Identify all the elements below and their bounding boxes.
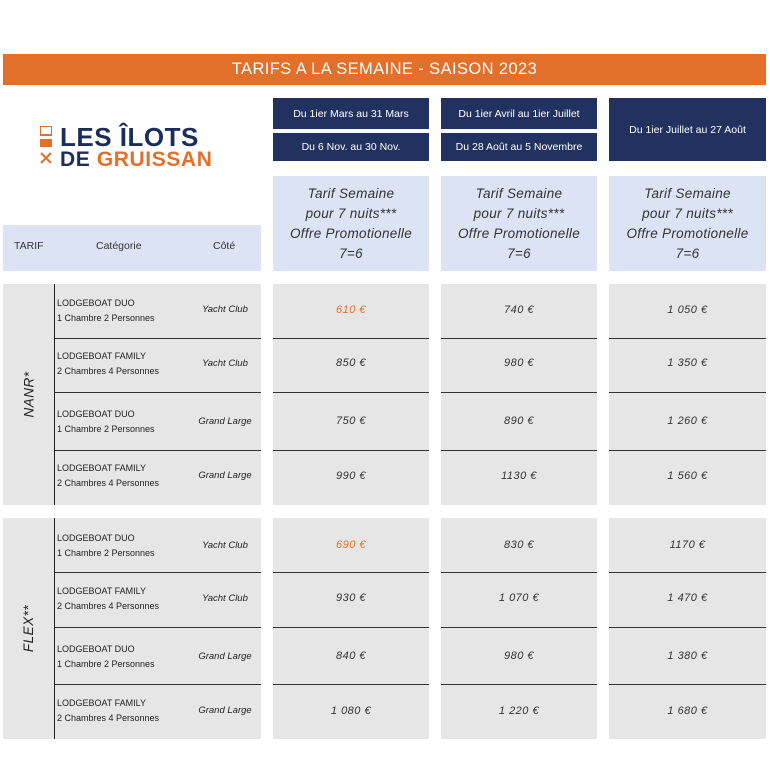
row-side: Grand Large [198,651,252,662]
row-separator [273,450,429,451]
price-cell: 890 € [503,415,535,427]
period-1-line-1: Du 1ier Mars au 31 Mars [273,98,429,129]
row-separator [609,627,766,628]
row-side: Yacht Club [202,540,248,551]
price-cell: 1 470 € [667,592,708,604]
row-separator [609,572,766,573]
column-header [3,225,261,271]
price-cell: 1 680 € [667,705,708,717]
logo [40,120,230,176]
row-separator [441,627,597,628]
price-cell: 980 € [503,357,535,369]
row-separator [609,450,766,451]
price-cell: 1 070 € [498,592,540,604]
group-divider [54,518,55,739]
period-3: Du 1ier Juillet au 27 Août [609,98,766,161]
price-cell: 740 € [503,304,535,316]
price-cell: 1 080 € [330,705,372,717]
row-separator [55,627,261,628]
row-separator [441,392,597,393]
row-separator [273,627,429,628]
row-category: LODGEBOAT DUO 1 Chambre 2 Personnes [57,409,155,434]
tarif-box-3: Tarif Semaine pour 7 nuits*** Offre Promotionelle 7=6 [609,176,766,271]
price-cell: 1 350 € [667,357,708,369]
tarif-box-2: Tarif Semaine pour 7 nuits*** Offre Promotionelle 7=6 [441,176,597,271]
row-category: LODGEBOAT FAMILY 2 Chambres 4 Personnes [57,586,160,611]
price-cell: 750 € [335,415,367,427]
col-categorie: Catégorie [96,240,142,252]
row-separator [609,392,766,393]
row-separator [55,338,261,339]
price-cell: 690 € [335,539,367,551]
row-separator [609,684,766,685]
row-category: LODGEBOAT DUO 1 Chambre 2 Personnes [57,298,155,323]
row-separator [273,338,429,339]
row-side: Yacht Club [202,593,248,604]
price-cell: 850 € [335,357,367,369]
price-cell: 1 380 € [667,650,708,662]
price-cell: 1130 € [501,470,537,482]
row-separator [55,450,261,451]
row-separator [273,572,429,573]
col-cote: Côté [213,240,236,252]
price-cell: 1 220 € [498,705,540,717]
logo-line2: DE GRUISSAN [60,148,213,171]
col-tarif: TARIF [14,240,44,252]
price-cell: 1 260 € [667,415,708,427]
group-divider [54,284,55,505]
row-separator [441,338,597,339]
row-separator [441,572,597,573]
row-side: Grand Large [198,416,252,427]
price-cell: 610 € [335,304,367,316]
row-category: LODGEBOAT FAMILY 2 Chambres 4 Personnes [57,351,160,376]
row-separator [55,572,261,573]
group-label-flex: FLEX** [21,604,37,653]
group-label-nanr: NANR* [21,371,37,418]
price-cell: 1 050 € [667,304,708,316]
season-banner: TARIFS A LA SEMAINE - SAISON 2023 [3,54,766,85]
logo-line1: LES ÎLOTS [60,122,199,152]
logo-mark-icon [40,126,52,164]
row-separator [609,338,766,339]
row-category: LODGEBOAT DUO 1 Chambre 2 Personnes [57,533,155,558]
row-side: Grand Large [198,705,252,716]
price-cell: 830 € [503,539,535,551]
row-separator [441,684,597,685]
price-cell: 980 € [503,650,535,662]
row-category: LODGEBOAT FAMILY 2 Chambres 4 Personnes [57,463,160,488]
row-separator [273,684,429,685]
price-cell: 930 € [335,592,367,604]
price-cell: 1 560 € [667,470,708,482]
price-cell: 840 € [335,650,367,662]
price-cell: 1170 € [669,539,706,551]
row-side: Yacht Club [202,304,248,315]
tarif-box-1: Tarif Semaine pour 7 nuits*** Offre Promotionelle 7=6 [273,176,429,271]
row-separator [441,450,597,451]
row-category: LODGEBOAT FAMILY 2 Chambres 4 Personnes [57,698,160,723]
row-side: Yacht Club [202,358,248,369]
price-cell: 990 € [335,470,367,482]
period-1-line-2: Du 6 Nov. au 30 Nov. [273,133,429,161]
row-separator [273,392,429,393]
row-separator [55,684,261,685]
period-2-line-1: Du 1ier Avril au 1ier Juillet [441,98,597,129]
row-category: LODGEBOAT DUO 1 Chambre 2 Personnes [57,644,155,669]
row-side: Grand Large [198,470,252,481]
period-2-line-2: Du 28 Août au 5 Novembre [441,133,597,161]
row-separator [55,392,261,393]
